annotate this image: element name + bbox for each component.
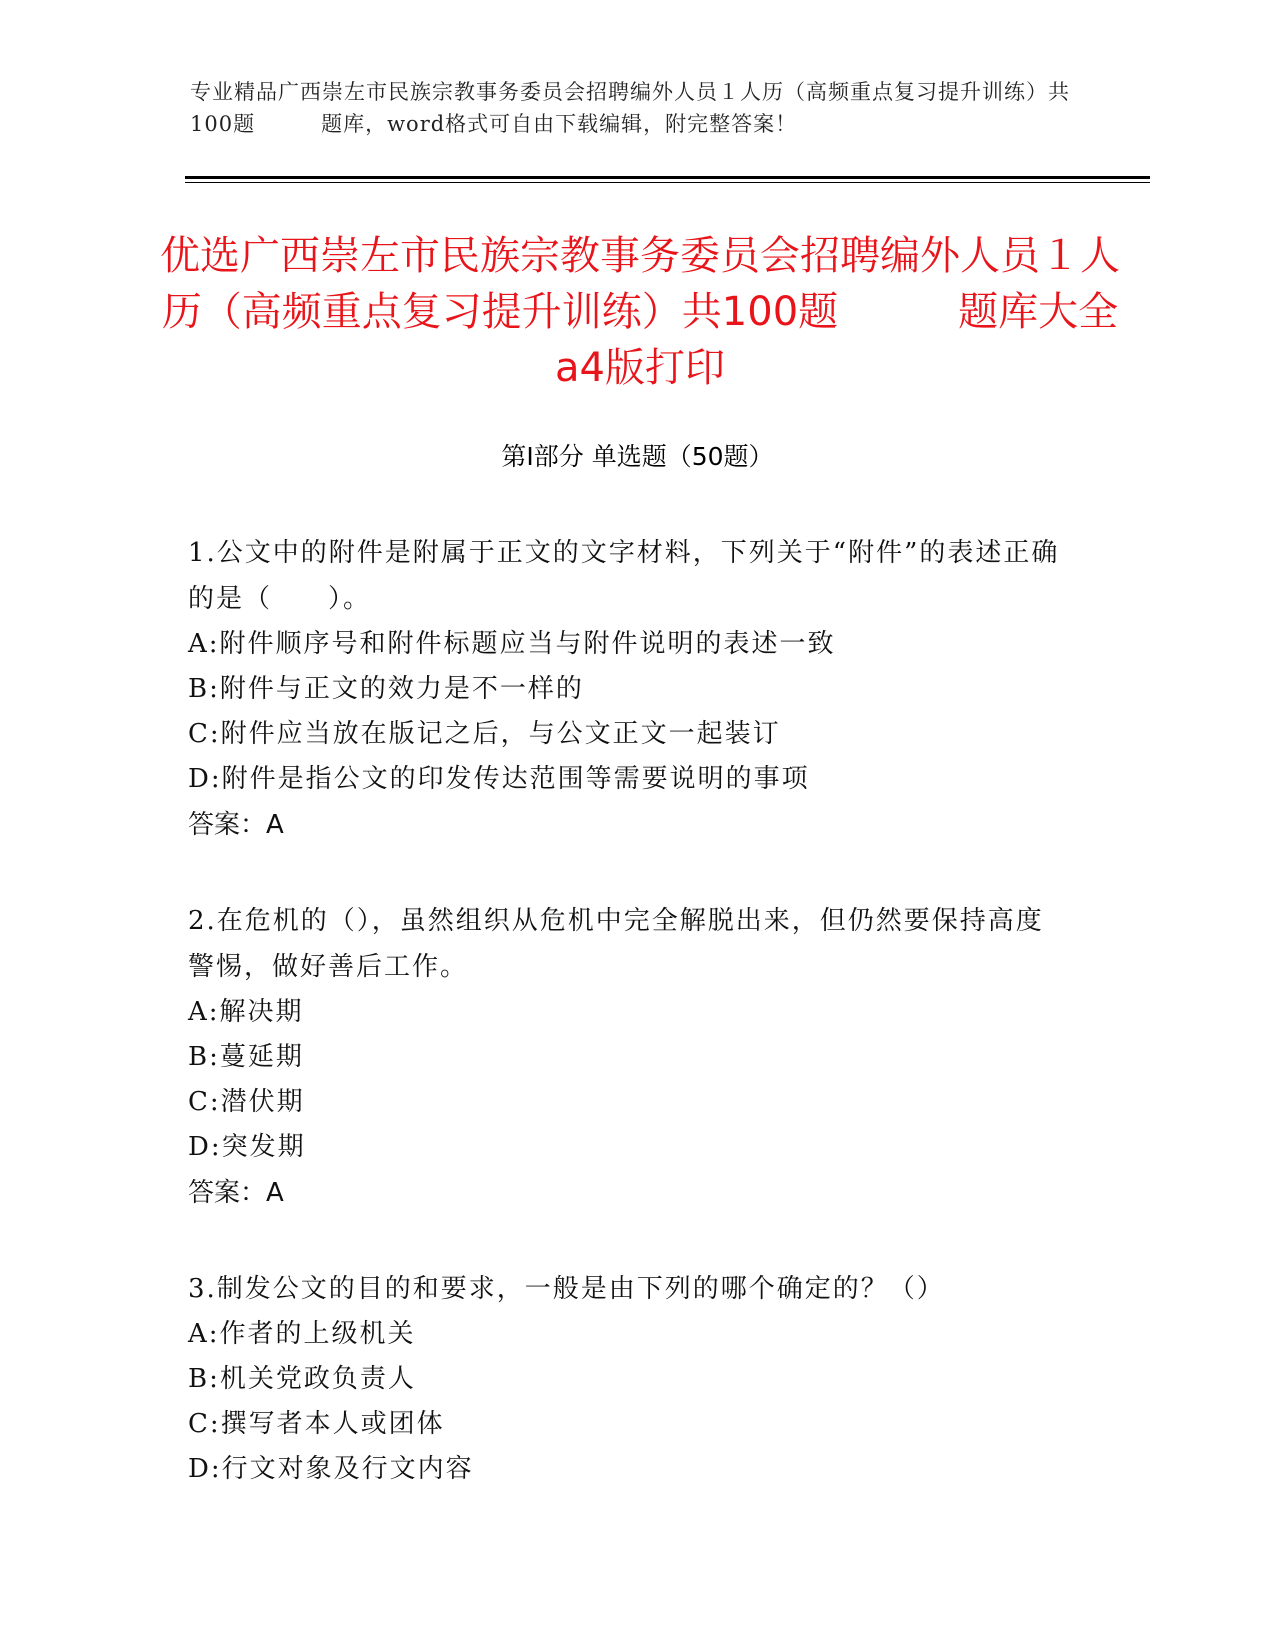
question-stem: 3.制发公文的目的和要求，一般是由下列的哪个确定的？（） xyxy=(188,1274,945,1304)
answer: 答案：A xyxy=(188,1178,284,1208)
option-d: D:附件是指公文的印发传达范围等需要说明的事项 xyxy=(188,764,810,794)
section-title: 第Ⅰ部分 单选题（50题） xyxy=(501,442,774,471)
option-d: D:突发期 xyxy=(188,1132,306,1162)
option-c: C:潜伏期 xyxy=(188,1087,305,1117)
option-a: A:作者的上级机关 xyxy=(188,1319,416,1349)
header-divider-thin xyxy=(185,182,1150,183)
option-b: B:机关党政负责人 xyxy=(188,1364,416,1394)
option-b: B:附件与正文的效力是不一样的 xyxy=(188,674,584,704)
question-list xyxy=(188,530,1068,1542)
answer: 答案：A xyxy=(188,810,284,840)
question-stem: 1.公文中的附件是附属于正文的文字材料，下列关于“附件”的表述正确的是（ ）。 xyxy=(188,538,1060,614)
option-c: C:撰写者本人或团体 xyxy=(188,1409,445,1439)
question-2 xyxy=(188,898,1068,1216)
document-title: 优选广西崇左市民族宗教事务委员会招聘编外人员１人历（高频重点复习提升训练）共100题 题库大全a4版打印 xyxy=(160,233,1120,391)
option-b: B:蔓延期 xyxy=(188,1042,304,1072)
question-stem: 2.在危机的（），虽然组织从危机中完全解脱出来，但仍然要保持高度警惕，做好善后工作。 xyxy=(188,906,1044,982)
option-c: C:附件应当放在版记之后，与公文正文一起装订 xyxy=(188,719,781,749)
option-d: D:行文对象及行文内容 xyxy=(188,1454,474,1484)
option-a: A:解决期 xyxy=(188,997,304,1027)
option-a: A:附件顺序号和附件标题应当与附件说明的表述一致 xyxy=(188,629,836,659)
question-3 xyxy=(188,1266,1068,1492)
question-1 xyxy=(188,530,1068,848)
header-note: 专业精品广西崇左市民族宗教事务委员会招聘编外人员１人历（高频重点复习提升训练）共100题 题库，word格式可自由下载编辑，附完整答案！ xyxy=(190,80,1070,136)
header-divider-thick xyxy=(185,176,1150,179)
